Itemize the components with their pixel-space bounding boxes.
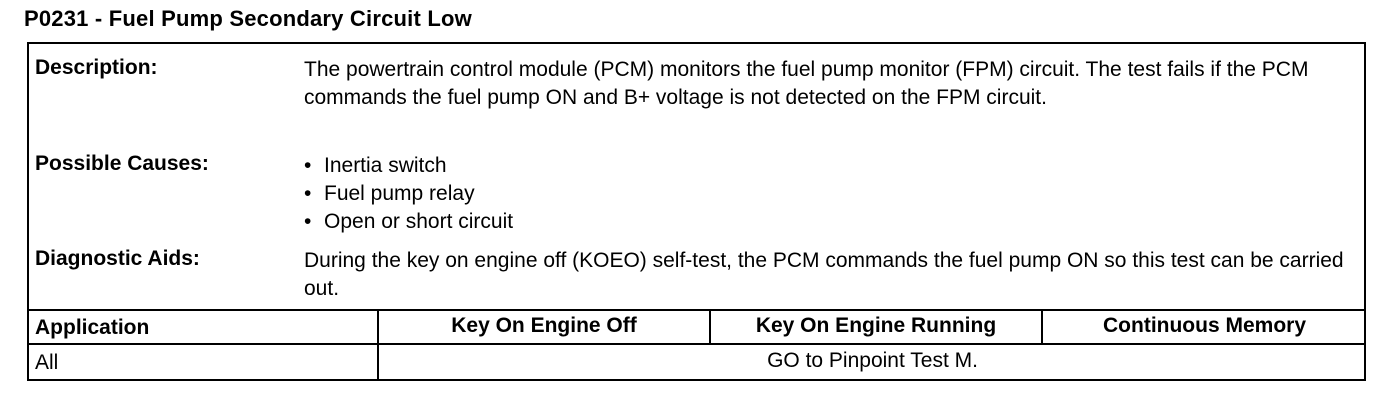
application-grid xyxy=(29,309,1364,381)
pinpoint-test-action: GO to Pinpoint Test M. xyxy=(767,349,978,372)
cause-item xyxy=(304,208,1356,236)
cause-text: Inertia switch xyxy=(324,154,447,177)
possible-causes-list xyxy=(304,152,1356,236)
dtc-info-table xyxy=(27,42,1366,381)
bullet-icon: • xyxy=(304,210,312,233)
bullet-icon: • xyxy=(304,182,312,205)
header-application: Application xyxy=(35,316,150,339)
cause-text: Open or short circuit xyxy=(324,210,514,233)
diagnostic-aids-text: During the key on engine off (KOEO) self-test, the PCM commands the fuel pump ON so this test can be carried out. xyxy=(304,249,1344,300)
cause-item xyxy=(304,180,1356,208)
description-text: The powertrain control module (PCM) monitors the fuel pump monitor (FPM) circuit. The test fails if the PCM commands the fuel pump ON and B+ voltage is not detected on the FPM circuit. xyxy=(304,58,1309,109)
diagnostic-aids-label: Diagnostic Aids: xyxy=(35,247,200,270)
possible-causes-label: Possible Causes: xyxy=(35,152,209,175)
cause-text: Fuel pump relay xyxy=(324,182,475,205)
bullet-icon: • xyxy=(304,154,312,177)
description-label: Description: xyxy=(35,56,158,79)
header-continuous-memory: Continuous Memory xyxy=(1103,314,1306,337)
header-koeo: Key On Engine Off xyxy=(451,314,637,337)
cause-item xyxy=(304,152,1356,180)
header-koer: Key On Engine Running xyxy=(755,314,997,337)
page-title: P0231 - Fuel Pump Secondary Circuit Low xyxy=(24,6,472,31)
application-value: All xyxy=(35,351,59,374)
